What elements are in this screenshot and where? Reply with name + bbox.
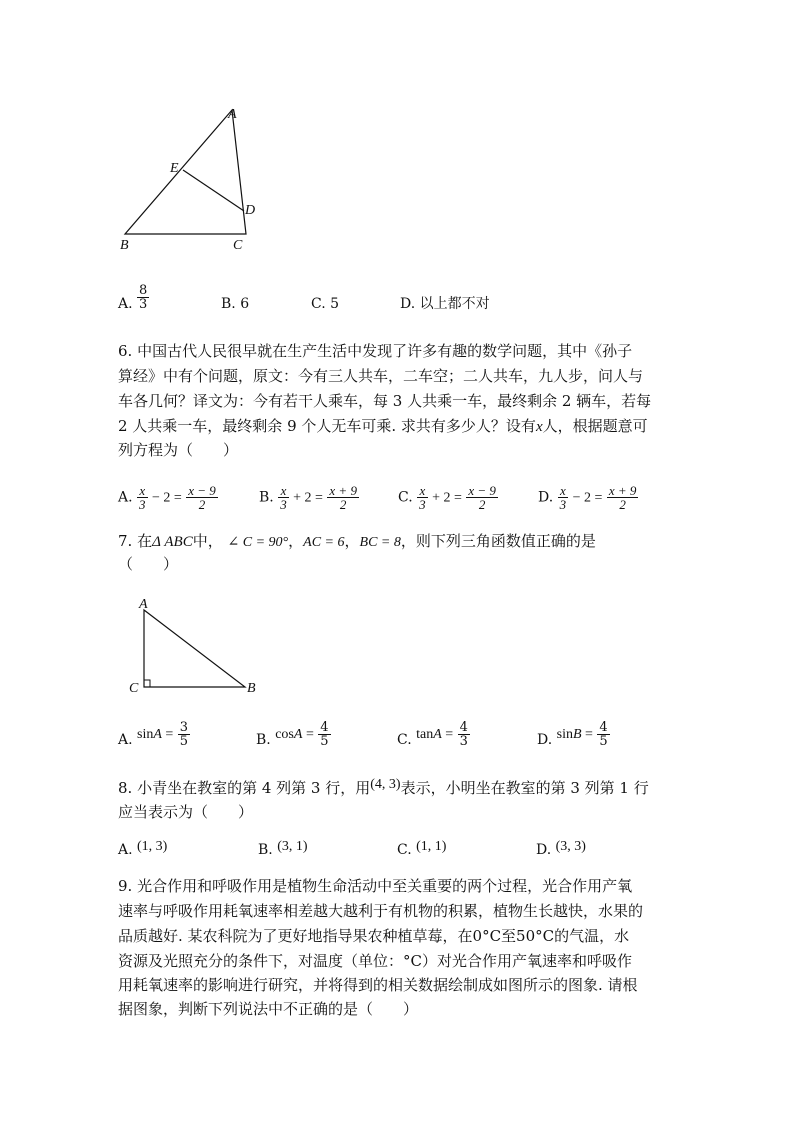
fn: sin [556,727,573,742]
q7-mid: 中， [192,532,223,550]
q6-option-a[interactable] [118,484,218,511]
q7-option-b[interactable] [256,719,331,751]
fraction-left: $\frac{x}{3}$ [559,483,567,512]
option-value: (1, 1) [416,839,447,854]
label-c: C [129,681,139,696]
fn: tan [416,727,434,742]
option-letter: B. [259,489,274,506]
q6-line-4-text: 2 人共乘一车，最终剩余 9 个人无车可乘. 求共有多少人？设有 [118,417,536,435]
q5-option-b[interactable] [221,294,249,314]
q8-line-1 [118,776,649,802]
option-value: 以上都不对 [419,296,490,312]
q8-part1: 8. 小青坐在教室的第 4 列第 3 行，用 [118,779,371,797]
expr: tanA = [416,727,454,742]
fraction: $\frac{4}{3}$ [459,719,468,749]
q7-comma: ， [344,532,360,550]
label-a: A [139,597,148,612]
label-e: E [170,161,179,176]
option-letter: B. [221,296,236,312]
q9-line-5: 用耗氧速率的影响进行研究，并将得到的相关数据绘制成如图所示的图象. 请根 [118,976,638,994]
option-letter: A. [118,489,133,506]
operator: + 2 = [432,490,462,506]
option-letter: D. [538,489,554,506]
option-letter: C. [397,842,412,858]
q7-prefix: 7. 在 [118,532,153,550]
option-value: 5 [330,296,340,312]
q8-coord: (4, 3) [370,777,401,792]
q5-option-c[interactable] [311,294,339,314]
triangle-acb [144,610,245,687]
q8-option-b[interactable] [258,840,308,861]
fraction: $\frac{4}{5}$ [320,719,329,749]
fraction-right: $\frac{x + 9}{2}$ [608,483,637,512]
q8-line-2: 应当表示为（ ） [118,803,254,821]
q7-bc: BC = 8 [359,535,401,550]
q7-option-c[interactable] [397,719,470,751]
q6-line-4-tail: 人，根据题意可 [542,417,648,435]
option-letter: B. [258,842,273,858]
q6-option-b[interactable] [259,484,359,511]
option-value: (1, 3) [137,839,168,854]
fraction-8-3: $\frac{8}{3}$ [139,282,148,312]
q7-suffix: ，则下列三角函数值正确的是 [400,532,596,550]
q7-paren: （ ） [118,555,179,573]
q7-option-a[interactable] [118,719,190,751]
option-letter: C. [311,296,326,312]
q9-line-4: 资源及光照充分的条件下，对温度（单位：°C）对光合作用产氧速率和呼吸作 [118,952,632,970]
label-b: B [120,238,129,253]
q7-triangle: Δ ABC [152,534,193,550]
fraction-right: $\frac{x + 9}{2}$ [329,483,357,512]
option-value: 6 [240,296,250,312]
operator: + 2 = [293,490,323,506]
segment-ed [183,170,244,211]
triangle-figure-abc-ed [110,100,270,260]
q9-line-2: 速率与呼吸作用耗氧速率相差越大越利于有机物的积累，植物生长越快，水果的 [118,902,644,920]
q6-line-3: 车各几何？译文为：今有若干人乘车，每 3 人共乘一车，最终剩余 2 辆车，若每 [118,392,652,410]
option-letter: B. [256,732,271,748]
q7-line-1 [118,529,596,555]
q8-option-d[interactable] [536,840,586,861]
q7-option-d[interactable] [537,719,610,751]
q6-option-d[interactable] [538,484,638,511]
option-letter: D. [537,732,553,748]
label-d: D [245,203,256,218]
expr: cosA = [275,727,314,742]
fraction: $\frac{4}{5}$ [599,719,608,749]
option-letter: A. [118,296,133,312]
var-x: x [535,419,543,435]
fraction-left: $\frac{x}{3}$ [280,483,287,512]
fraction: $\frac{3}{5}$ [179,719,189,749]
option-letter: C. [398,489,413,506]
q6-option-c[interactable] [398,484,498,511]
option-letter: D. [400,296,416,312]
fn: sin [137,727,154,742]
q7-comma: ， [288,532,304,550]
q5-option-a[interactable] [118,282,149,314]
q9-line-6: 据图象，判断下列说法中不正确的是（ ） [118,1000,419,1018]
expr: sinB = [556,727,593,742]
var: A [153,727,162,742]
q6-line-5: 列方程为（ ） [118,441,239,459]
fn: cos [275,727,294,742]
label-b: B [247,681,256,696]
fraction-right: $\frac{x - 9}{2}$ [468,483,496,512]
q7-angle: ∠ C = 90° [227,535,289,550]
var: B [572,727,582,742]
expr: sinA = [137,727,174,742]
operator: − 2 = [572,490,603,506]
var: A [293,727,303,742]
option-letter: D. [536,842,552,858]
var: A [433,727,442,742]
q6-line-4 [118,414,648,439]
fraction-left: $\frac{x}{3}$ [419,483,426,512]
option-value: (3, 1) [277,839,308,854]
q8-option-c[interactable] [397,840,446,861]
q9-line-1: 9. 光合作用和呼吸作用是植物生命活动中至关重要的两个过程，光合作用产氧 [118,877,633,895]
label-a: A [228,107,237,122]
q6-line-1: 6. 中国古代人民很早就在生产生活中发现了许多有趣的数学问题，其中《孙子 [118,342,633,360]
q9-line-3: 品质越好. 某农科院为了更好地指导果农种植草莓，在0°C至50°C的气温，水 [118,927,630,945]
q8-part2: 表示，小明坐在教室的第 3 列第 1 行 [400,779,649,797]
right-angle-mark [144,680,150,687]
operator: − 2 = [151,490,182,506]
label-c: C [233,238,243,253]
q8-option-a[interactable] [118,840,167,861]
option-value: (3, 3) [555,839,586,854]
q7-ac: AC = 6 [303,535,345,550]
q6-line-2: 算经》中有个问题，原文：今有三人共车，二车空；二人共车，九人步，问人与 [118,367,644,385]
q5-option-d[interactable] [400,294,490,314]
right-triangle-figure [125,594,275,698]
fraction-left: $\frac{x}{3}$ [139,483,146,512]
option-letter: A. [118,842,133,858]
option-letter: A. [118,732,133,748]
fraction-right: $\frac{x - 9}{2}$ [188,483,216,512]
option-letter: C. [397,732,412,748]
